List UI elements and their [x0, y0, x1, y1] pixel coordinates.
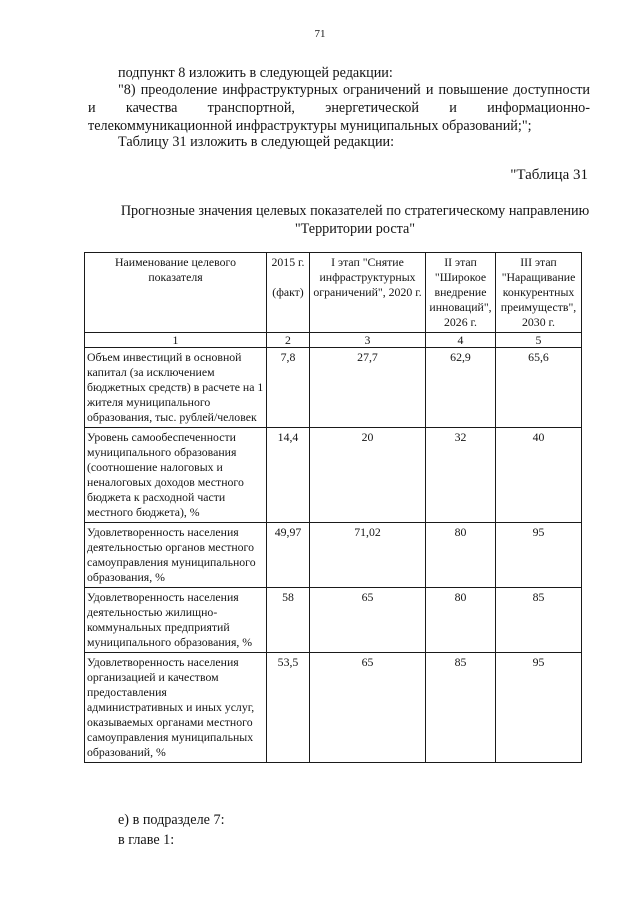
- header-stage-3: III этап "Наращивание конкурентных преимуществ", 2030 г.: [496, 253, 582, 333]
- column-number: 3: [310, 333, 426, 348]
- indicator-name: Удовлетворенность населения деятельностью органов местного самоуправления муниципального образования, %: [85, 523, 267, 588]
- value-2020: 65: [310, 588, 426, 653]
- indicator-name: Объем инвестиций в основной капитал (за исключением бюджетных средств) в расчете на 1 жителя муниципального образования, тыс. рублей/человек: [85, 348, 267, 428]
- value-2026: 80: [426, 588, 496, 653]
- table-header-row: [85, 253, 582, 333]
- target-indicators-table: [84, 252, 582, 763]
- value-2030: 65,6: [496, 348, 582, 428]
- header-indicator-name: Наименование целевого показателя: [85, 253, 267, 333]
- column-number-row: [85, 333, 582, 348]
- column-number: 1: [85, 333, 267, 348]
- table-caption: Прогнозные значения целевых показателей по стратегическому направлению "Территории роста": [120, 203, 590, 237]
- page-number: 71: [314, 28, 326, 40]
- column-number: 4: [426, 333, 496, 348]
- intro-table-instruction: Таблицу 31 изложить в следующей редакции:: [118, 134, 395, 150]
- value-2015: 53,5: [267, 653, 310, 763]
- intro-item-8-text: "8) преодоление инфраструктурных ограничений и повышение доступности и качества транспортной, энергетической и информационно-телекоммуникационной инфраструктуры муниципальных образований;";: [88, 82, 590, 134]
- value-2020: 20: [310, 428, 426, 523]
- value-2026: 62,9: [426, 348, 496, 428]
- value-2020: 27,7: [310, 348, 426, 428]
- value-2015: 7,8: [267, 348, 310, 428]
- value-2015: 49,97: [267, 523, 310, 588]
- table-row: [85, 348, 582, 428]
- value-2020: 65: [310, 653, 426, 763]
- header-stage-2: II этап "Широкое внедрение инноваций", 2026 г.: [426, 253, 496, 333]
- table-row: [85, 523, 582, 588]
- intro-subparagraph-line: подпункт 8 изложить в следующей редакции:: [118, 65, 393, 81]
- value-2030: 40: [496, 428, 582, 523]
- value-2030: 85: [496, 588, 582, 653]
- table-row: [85, 588, 582, 653]
- header-2015-year: 2015 г.: [271, 255, 305, 269]
- chapter-1-line: в главе 1:: [118, 832, 175, 848]
- value-2030: 95: [496, 653, 582, 763]
- value-2020: 71,02: [310, 523, 426, 588]
- value-2030: 95: [496, 523, 582, 588]
- table-row: [85, 428, 582, 523]
- column-number: 5: [496, 333, 582, 348]
- indicator-name: Удовлетворенность населения деятельностью жилищно-коммунальных предприятий муниципального образования, %: [85, 588, 267, 653]
- value-2026: 80: [426, 523, 496, 588]
- indicator-name: Уровень самообеспеченности муниципального образования (соотношение налоговых и неналоговых доходов местного бюджета к расходной части местного бюджета), %: [85, 428, 267, 523]
- column-number: 2: [267, 333, 310, 348]
- header-2015-note: (факт): [272, 285, 304, 299]
- header-2015: [267, 253, 310, 333]
- value-2015: 58: [267, 588, 310, 653]
- value-2026: 85: [426, 653, 496, 763]
- header-stage-1: I этап "Снятие инфраструктурных ограничений", 2020 г.: [310, 253, 426, 333]
- table-row: [85, 653, 582, 763]
- indicator-name: Удовлетворенность населения организацией и качеством предоставления административных и иных услуг, оказываемых органами местного самоуправления муниципальных образований, %: [85, 653, 267, 763]
- subsection-7-line: е) в подразделе 7:: [118, 812, 225, 828]
- value-2015: 14,4: [267, 428, 310, 523]
- value-2026: 32: [426, 428, 496, 523]
- table-number: "Таблица 31: [510, 167, 588, 183]
